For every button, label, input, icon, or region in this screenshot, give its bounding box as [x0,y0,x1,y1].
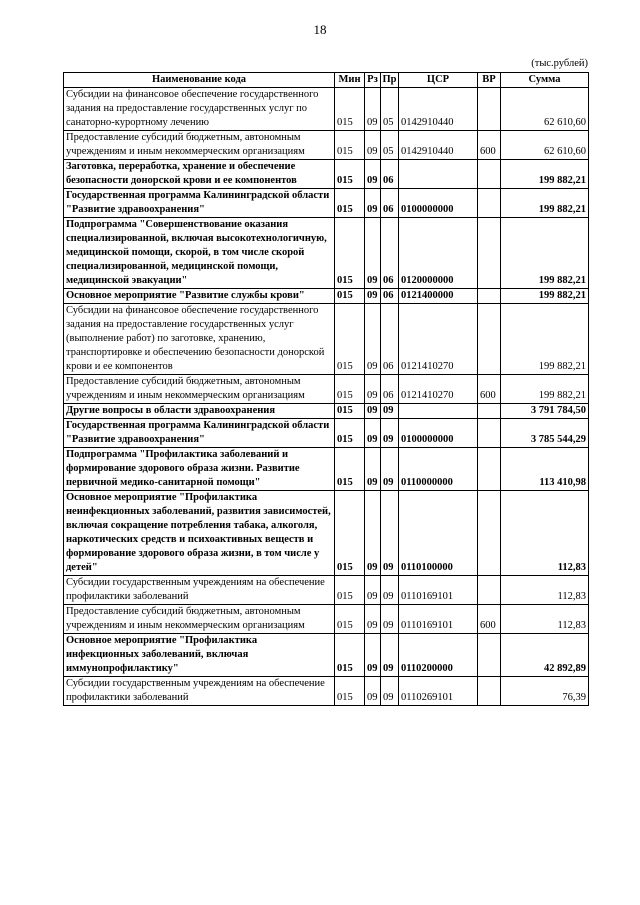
cell-min: 015 [335,576,365,605]
cell-sum: 199 882,21 [501,289,589,304]
cell-sum: 199 882,21 [501,218,589,289]
cell-name: Подпрограмма "Профилактика заболеваний и формирование здорового образа жизни. Развитие первичной медико-санитарной помощи" [64,448,335,491]
cell-rz: 09 [365,189,381,218]
cell-pr: 06 [381,160,399,189]
cell-csr [399,404,478,419]
budget-table [63,72,589,706]
cell-name: Предоставление субсидий бюджетным, автономным учреждениям и иным некоммерческим организациям [64,131,335,160]
header-csr: ЦСР [399,73,478,88]
cell-csr: 0110269101 [399,677,478,706]
cell-vr [478,677,501,706]
cell-sum: 112,83 [501,491,589,576]
cell-sum: 3 791 784,50 [501,404,589,419]
cell-sum: 62 610,60 [501,88,589,131]
cell-name: Субсидии государственным учреждениям на обеспечение профилактики заболеваний [64,677,335,706]
cell-min: 015 [335,419,365,448]
cell-name: Государственная программа Калининградской области "Развитие здравоохранения" [64,419,335,448]
cell-csr: 0110000000 [399,448,478,491]
header-name: Наименование кода [64,73,335,88]
cell-pr: 09 [381,634,399,677]
table-row [64,634,589,677]
cell-csr: 0121410270 [399,304,478,375]
cell-rz: 09 [365,404,381,419]
cell-name: Основное мероприятие "Профилактика неинфекционных заболеваний, развития зависимостей, включая сокращение потребления табака, алкоголя, наркотических средств и психоактивных веществ и формирование здорового образа жизни, в том числе у детей" [64,491,335,576]
table-header-row [64,73,589,88]
cell-vr [478,576,501,605]
cell-sum: 62 610,60 [501,131,589,160]
cell-rz: 09 [365,304,381,375]
cell-vr [478,404,501,419]
cell-rz: 09 [365,88,381,131]
cell-rz: 09 [365,218,381,289]
table-row [64,218,589,289]
cell-vr: 600 [478,605,501,634]
cell-csr: 0142910440 [399,131,478,160]
cell-min: 015 [335,304,365,375]
cell-csr: 0110169101 [399,605,478,634]
cell-vr [478,189,501,218]
cell-csr: 0110100000 [399,491,478,576]
cell-rz: 09 [365,634,381,677]
table-row [64,375,589,404]
cell-sum: 113 410,98 [501,448,589,491]
table-row [64,189,589,218]
cell-vr [478,88,501,131]
page-number: 18 [313,22,327,37]
table-body [64,88,589,706]
cell-name: Основное мероприятие "Развитие службы крови" [64,289,335,304]
cell-name: Другие вопросы в области здравоохранения [64,404,335,419]
table-row [64,131,589,160]
cell-pr: 05 [381,88,399,131]
cell-min: 015 [335,88,365,131]
cell-csr: 0121400000 [399,289,478,304]
cell-rz: 09 [365,419,381,448]
cell-min: 015 [335,375,365,404]
cell-vr [478,634,501,677]
cell-sum: 42 892,89 [501,634,589,677]
cell-csr: 0121410270 [399,375,478,404]
cell-rz: 09 [365,576,381,605]
table-row [64,448,589,491]
cell-name: Субсидии на финансовое обеспечение государственного задания на предоставление государственных услуг (выполнение работ) по заготовке, хранению, транспортировке и обеспечению безопасности донорской крови и ее компонентов [64,304,335,375]
cell-vr: 600 [478,131,501,160]
cell-vr: 600 [478,375,501,404]
cell-sum: 112,83 [501,605,589,634]
cell-csr: 0120000000 [399,218,478,289]
table-row [64,576,589,605]
cell-min: 015 [335,491,365,576]
cell-min: 015 [335,404,365,419]
table-row [64,404,589,419]
cell-sum: 112,83 [501,576,589,605]
table-row [64,304,589,375]
cell-min: 015 [335,160,365,189]
cell-rz: 09 [365,677,381,706]
table-row [64,605,589,634]
cell-pr: 06 [381,218,399,289]
cell-csr: 0100000000 [399,419,478,448]
cell-pr: 09 [381,576,399,605]
cell-vr [478,448,501,491]
header-pr: Пр [381,73,399,88]
cell-rz: 09 [365,289,381,304]
cell-sum: 3 785 544,29 [501,419,589,448]
cell-pr: 06 [381,189,399,218]
cell-name: Предоставление субсидий бюджетным, автономным учреждениям и иным некоммерческим организациям [64,375,335,404]
cell-sum: 199 882,21 [501,160,589,189]
table-row [64,88,589,131]
cell-vr [478,289,501,304]
header-rz: Рз [365,73,381,88]
cell-pr: 09 [381,448,399,491]
cell-min: 015 [335,605,365,634]
cell-min: 015 [335,131,365,160]
cell-vr [478,304,501,375]
cell-name: Государственная программа Калининградской области "Развитие здравоохранения" [64,189,335,218]
cell-rz: 09 [365,448,381,491]
cell-sum: 199 882,21 [501,375,589,404]
cell-name: Предоставление субсидий бюджетным, автономным учреждениям и иным некоммерческим организациям [64,605,335,634]
cell-name: Заготовка, переработка, хранение и обеспечение безопасности донорской крови и ее компонентов [64,160,335,189]
header-vr: ВР [478,73,501,88]
table-row [64,160,589,189]
cell-csr [399,160,478,189]
table-row [64,419,589,448]
cell-pr: 06 [381,304,399,375]
cell-vr [478,491,501,576]
cell-min: 015 [335,634,365,677]
cell-pr: 05 [381,131,399,160]
cell-pr: 09 [381,605,399,634]
table-row [64,289,589,304]
cell-min: 015 [335,218,365,289]
cell-rz: 09 [365,160,381,189]
cell-min: 015 [335,289,365,304]
cell-sum: 199 882,21 [501,189,589,218]
cell-pr: 09 [381,491,399,576]
cell-csr: 0100000000 [399,189,478,218]
cell-csr: 0142910440 [399,88,478,131]
header-sum: Сумма [501,73,589,88]
cell-name: Основное мероприятие "Профилактика инфекционных заболеваний, включая иммунопрофилактику" [64,634,335,677]
units-label: (тыс.рублей) [531,58,588,69]
cell-pr: 06 [381,375,399,404]
cell-rz: 09 [365,605,381,634]
cell-pr: 09 [381,404,399,419]
cell-min: 015 [335,189,365,218]
cell-vr [478,218,501,289]
cell-pr: 09 [381,419,399,448]
cell-min: 015 [335,448,365,491]
cell-min: 015 [335,677,365,706]
cell-rz: 09 [365,491,381,576]
table-row [64,491,589,576]
cell-name: Субсидии на финансовое обеспечение государственного задания на предоставление государственных услуг по санаторно-курортному лечению [64,88,335,131]
cell-sum: 76,39 [501,677,589,706]
cell-vr [478,160,501,189]
cell-sum: 199 882,21 [501,304,589,375]
table-row [64,677,589,706]
cell-vr [478,419,501,448]
cell-name: Субсидии государственным учреждениям на обеспечение профилактики заболеваний [64,576,335,605]
cell-pr: 06 [381,289,399,304]
cell-csr: 0110200000 [399,634,478,677]
cell-csr: 0110169101 [399,576,478,605]
cell-rz: 09 [365,131,381,160]
header-min: Мин [335,73,365,88]
cell-name: Подпрограмма "Совершенствование оказания специализированной, включая высокотехнологичную, медицинской помощи, скорой, в том числе скорой специализированной, медицинской помощи, медицинской эвакуации" [64,218,335,289]
cell-pr: 09 [381,677,399,706]
cell-rz: 09 [365,375,381,404]
